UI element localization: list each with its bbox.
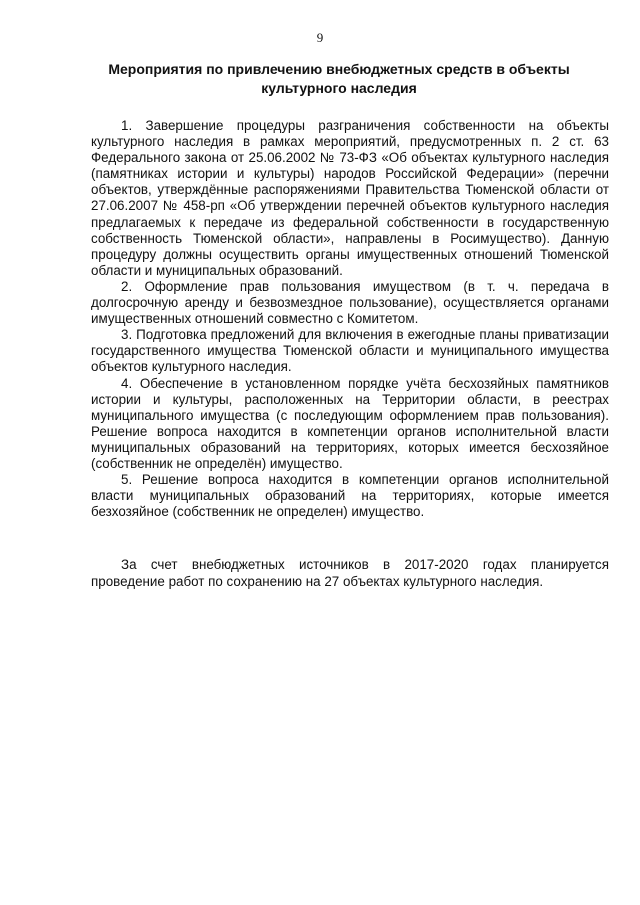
document-title: Мероприятия по привлечению внебюджетных средств в объекты культурного наследия: [108, 61, 570, 96]
list-item-1: 1. Завершение процедуры разграничения собственности на объекты культурного наследия в рамках мероприятий, предусмотренных п. 2 ст. 63 Федерального закона от 25.06.2002 № 73-ФЗ «Об объектах культурного наследия (памятниках истории и культуры) народов Российской Федерации» (перечни объектов, утверждённые распоряжениями Правительства Тюменской области от 27.06.2007 № 458-рп «Об утверждении перечней объектов культурного наследия предлагаемых к передаче из федеральной собственности в государственную собственность Тюменской области», направлены в Росимущество). Данную процедуру должны осуществить органы имущественных отношений Тюменской области и муниципальных образований.: [91, 118, 609, 278]
measures-list: [91, 118, 609, 520]
list-item-4: 4. Обеспечение в установленном порядке учёта бесхозяйных памятников истории и культуры, расположенных на Территории области, в реестрах муниципального имущества (с последующим оформлением прав пользования). Решение вопроса находится в компетенции органов исполнительной власти муниципальных образований на территориях, которых имеется бесхозяйное (собственник не определён) имущество.: [91, 375, 609, 471]
list-item-2: 2. Оформление прав пользования имуществом (в т. ч. передача в долгосрочную аренду и безвозмездное пользование), осуществляется органами имущественных отношений совместно с Комитетом.: [91, 278, 609, 327]
list-item-5: 5. Решение вопроса находится в компетенции органов исполнительной власти муниципальных образований на территориях, которые имеется безхозяйное (собственник не определен) имущество.: [91, 472, 609, 520]
closing-paragraph: За счет внебюджетных источников в 2017-2020 годах планируется проведение работ по сохранению на 27 объектах культурного наследия.: [91, 557, 609, 589]
list-item-3: 3. Подготовка предложений для включения в ежегодные планы приватизации государственного имущества Тюменской области и муниципального имущества объектов культурного наследия.: [91, 327, 609, 375]
page-number: 9: [316, 30, 324, 45]
